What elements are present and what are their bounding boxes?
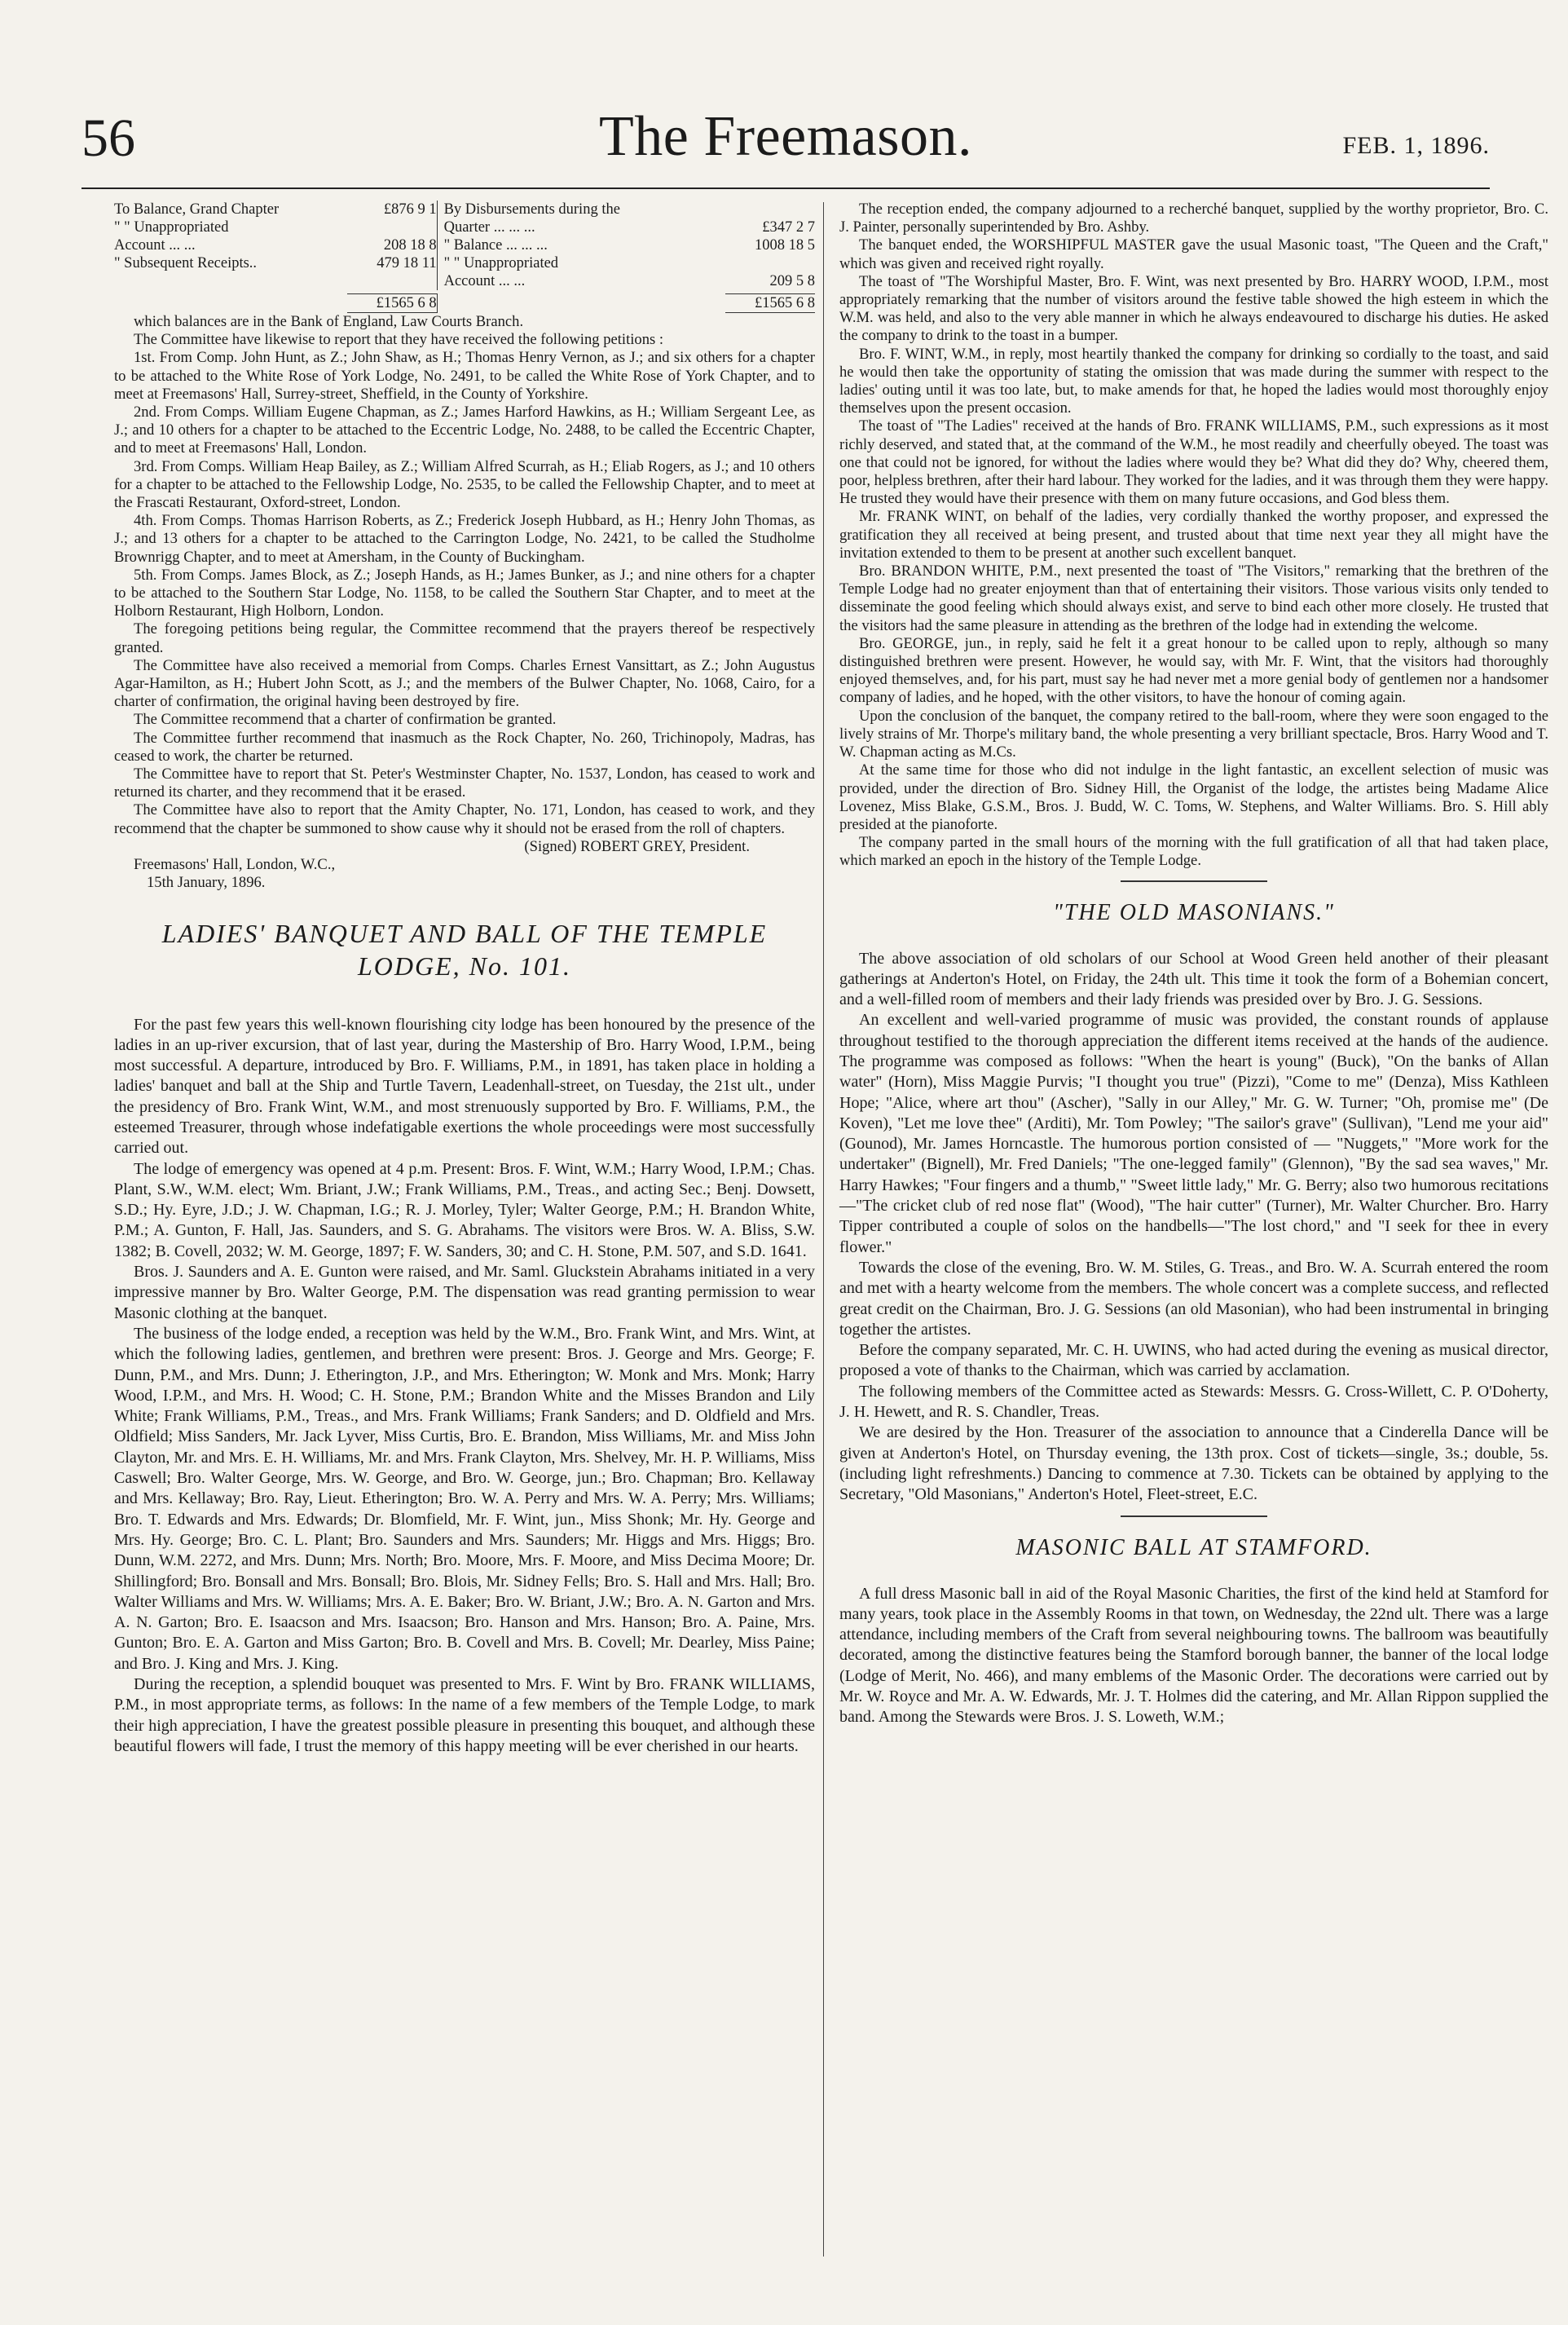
- finance-row: [114, 254, 815, 272]
- article-paragraph: Upon the conclusion of the banquet, the company retired to the ball-room, where they were soon engaged to the lively strains of Mr. Thorpe's military band, the whole presenting a very brilliant spectacle, Bros. Harry Wood and T. W. Chapman acting as M.Cs.: [839, 707, 1548, 761]
- article-paragraph: The following members of the Committee acted as Stewards: Messrs. G. Cross-Willett, C. P. O'Doherty, J. H. Hewett, and R. S. Chandler, Treas.: [839, 1382, 1548, 1422]
- article-paragraph: The reception ended, the company adjourned to a recherché banquet, supplied by the worthy proprietor, Bro. C. J. Painter, personally superintended by Bro. Ashby.: [839, 201, 1548, 236]
- finance-right: [437, 272, 815, 290]
- report-signature: (Signed) ROBERT GREY, President.: [524, 837, 750, 855]
- report-paragraph: 5th. From Comps. James Block, as Z.; Joseph Hands, as H.; James Bunker, as J.; and nine others for a chapter to be attached to the Southern Star Lodge, No. 1158, to be called the Southern Star Chapter, and to meet at the Holborn Restaurant, High Holborn, London.: [114, 566, 815, 620]
- page-header: [81, 104, 1490, 178]
- finance-right: [437, 293, 815, 313]
- finance-row: [114, 218, 815, 236]
- finance-right-label: Account ... ...: [443, 273, 526, 289]
- finance-right-amount: [725, 201, 815, 218]
- article-heading-temple-lodge: LADIES' BANQUET AND BALL OF THE TEMPLE LODGE, No. 101.: [161, 918, 768, 981]
- finance-right: [437, 218, 815, 236]
- article-paragraph: Bro. GEORGE, jun., in reply, said he felt it a great honour to be called upon to reply, although so many distinguished brethren were present. However, he would say, with Mr. F. Wint, that the visitors had thoroughly enjoyed themselves, and, for his part, must say he had never met a more genial body of gentlemen nor a handsomer company of ladies, and he hoped, with the other visitors, to have the honour of coming again.: [839, 634, 1548, 707]
- article-paragraph: Bro. BRANDON WHITE, P.M., next presented the toast of "The Visitors," remarking that the brethren of the Temple Lodge had no greater enjoyment than that of entertaining their visitors. Those various visits only tended to disseminate the good feeling which should always exist, and serve to bind each other more closely. He trusted that the visitors had the same pleasure in attending as the brethren of the lodge had in extending the welcome.: [839, 562, 1548, 634]
- finance-right-amount: £347 2 7: [762, 219, 815, 236]
- report-paragraph: The Committee have also to report that the Amity Chapter, No. 171, London, has ceased to work, and they recommend that the chapter be summoned to show cause why it should not be erased from the roll of chapters.: [114, 801, 815, 837]
- article-paragraph: Bro. F. WINT, W.M., in reply, most heartily thanked the company for drinking so cordially to the toast, and said he would then take the opportunity of stating the omission that was made during the summer with respect to the ladies' outing until it was too late, but, to make amends for that, he hoped the ladies would most thoroughly enjoy themselves upon the present occasion.: [839, 345, 1548, 417]
- header-rule: [81, 188, 1490, 189]
- issue-date: FEB. 1, 1896.: [1342, 132, 1490, 159]
- stamford-article: [839, 1584, 1548, 1728]
- finance-row: [114, 236, 815, 254]
- finance-right-label: [444, 293, 725, 313]
- finance-left: [114, 254, 437, 272]
- section-rule: [1121, 880, 1267, 882]
- finance-left-amount: £876 9 1: [383, 201, 437, 218]
- page-number: 56: [81, 108, 135, 168]
- old-masonians-article: [839, 949, 1548, 1506]
- left-column: [114, 201, 815, 1757]
- finance-right-label: Quarter ... ... ...: [443, 219, 535, 236]
- finance-right-label: By Disbursements during the: [443, 201, 620, 218]
- finance-right-amount: [725, 254, 815, 272]
- finance-left-amount: [347, 218, 437, 236]
- article-paragraph: An excellent and well-varied programme of music was provided, the constant rounds of applause throughout testified to the thorough appreciation the different items received at the hands of the audience. The programme was composed as follows: "When the heart is young" (Buck), "On the banks of Allan water" (Horn), Miss Maggie Purvis; "I thought you true" (Pizzi), "Come to me" (Denza), Miss Kathleen Hope; "Alice, where art thou" (Ascher), "Sally in our Alley," Mr. G. W. Turner; "Oh, promise me" (De Koven), "Let me love thee" (Arditi), Mr. Tom Powley; "The sailor's grave" (Sullivan), "Lend me your aid" (Gounod), Mr. James Horncastle. The humorous portion consisted of — "Nuggets," "More work for the undertaker" (Bignell), Mr. Fred Daniels; "The one-legged family" (Glennon), "By the sad sea waves," Mr. Harry Hawkes; "Four fingers and a thumb," "Sweet little lady," Mr. G. Berry; also two humorous recitations—"The cricket club of red nose flat" (Wood), "The hair cutter" (Turner), Mr. Walter Churcher. Bro. Harry Tipper contributed a couple of solos on the handbells—"The lost chord," and "I seek for thee in every flower.": [839, 1011, 1548, 1256]
- report-paragraph: The Committee further recommend that inasmuch as the Rock Chapter, No. 260, Trichinopoly, Madras, has ceased to work, the charter be returned.: [114, 729, 815, 765]
- finance-right: [437, 236, 815, 254]
- temple-lodge-article: [114, 1015, 815, 1758]
- report-paragraph: The Committee have to report that St. Peter's Westminster Chapter, No. 1537, London, has ceased to work and returned its charter, and they recommend that it be erased.: [114, 765, 815, 801]
- article-paragraph: Mr. FRANK WINT, on behalf of the ladies, very cordially thanked the worthy proposer, and expressed the gratification they all received at being present, and trusted about that time next year they all might have the invitation extended to them to be present at another such excellent banquet.: [839, 508, 1548, 562]
- finance-statement: [114, 201, 815, 313]
- masthead-title: The Freemason.: [599, 105, 972, 168]
- finance-total-row: [114, 293, 815, 313]
- finance-right: [437, 254, 815, 272]
- finance-row: [114, 201, 815, 218]
- article-paragraph: The toast of "The Worshipful Master, Bro. F. Wint, was next presented by Bro. HARRY WOOD, I.P.M., most appropriately remarking that the number of visitors around the festive table showed the high esteem in which the W.M. was held, and also to the very able manner in which he always endeavoured to discharge his duties. He asked the company to drink to the toast in a bumper.: [839, 272, 1548, 345]
- banquet-article-continued: [839, 201, 1548, 871]
- finance-right-amount: 1008 18 5: [755, 237, 815, 254]
- report-paragraph: The Committee have likewise to report that they have received the following petitions :: [134, 331, 664, 349]
- column-divider: [823, 202, 824, 2257]
- section-rule: [1121, 1515, 1267, 1517]
- finance-left: [114, 218, 437, 236]
- right-column: [839, 201, 1548, 1728]
- article-paragraph: The business of the lodge ended, a reception was held by the W.M., Bro. Frank Wint, and Mrs. Wint, at which the following ladies, gentlemen, and brethren were present: Bros. J. George and Mrs. George; F. Dunn, P.M., and Mrs. Dunn; J. Etherington, J.P., and Mrs. Etherington; W. Monk and Mrs. Monk; Harry Wood, I.P.M., and Mrs. H. Wood; C. H. Stone, P.M.; Brandon White and the Misses Brandon and Lily White; Frank Williams, P.M., Treas., and Mrs. Frank Williams; Frank Sanders; and D. Oldfield and Mrs. Oldfield; Miss Sanders, Mr. Jack Lyver, Miss Curtis, Bro. E. Brandon, Miss Williams, Mr. and Miss John Clayton, Mr. and Mrs. E. H. Williams, Mr. and Mrs. Frank Clayton, Mrs. Shelvey, Mr. H. P. Williams, Miss Caswell; Bro. Walter George, Mrs. W. George, and Bro. W. George, jun.; Bro. Chapman; Bro. Kellaway and Mrs. Kellaway; Bro. Ray, Lieut. Etherington; Bro. W. A. Perry and Mrs. W. A. Perry; Mrs. Williams; Bro. T. Edwards and Mrs. Edwards; Dr. Blomfield, Mr. F. Wint, jun., Miss Shonk; Mr. Hy. George and Mrs. Hy. George; Bro. C. L. Plant; Bro. Saunders and Mrs. Saunders; Mr. Higgs and Mrs. Higgs; Bro. Dunn, W.M. 2272, and Mrs. Dunn; Mrs. North; Bro. Moore, Mrs. F. Moore, and Miss Decima Moore; Dr. Shillingford; Bro. Bonsall and Mrs. Bonsall; Bro. Blois, Mr. Sidney Fells; Bro. S. Hall and Mrs. Hall; Bro. Walter Williams and Mrs. W. Williams; Mrs. A. E. Baker; Bro. W. Briant, J.W.; Bro. A. N. Garton and Mrs. A. N. Garton; Bro. E. Isaacson and Mrs. Isaacson; Bro. Hanson and Mrs. Hanson; Bro. A. Paine, Mrs. Gunton; Bro. E. A. Garton and Miss Garton; Bro. B. Covell and Mrs. B. Covell; Mr. Dearley, Miss Paine; and Bro. J. King and Mrs. J. King.: [114, 1324, 815, 1673]
- finance-left-label: To Balance, Grand Chapter: [114, 201, 280, 218]
- finance-right: [437, 201, 815, 218]
- report-paragraph: 1st. From Comp. John Hunt, as Z.; John Shaw, as H.; Thomas Henry Vernon, as J.; and six others for a chapter to be attached to the White Rose of York Lodge, No. 2491, to be called the White Rose of York Chapter, and to meet at Freemasons' Hall, Surrey-street, Sheffield, in the County of Yorkshire.: [114, 349, 815, 403]
- finance-right-label: " Balance ... ... ...: [443, 237, 548, 254]
- article-paragraph: We are desired by the Hon. Treasurer of the association to announce that a Cinderella Dance will be given at Anderton's Hotel, on Thursday evening, the 13th prox. Cost of tickets—single, 3s.; double, 5s. (including light refreshments.) Dancing to commence at 7.30. Tickets can be obtained by applying to the Secretary, "Old Masonians," Anderton's Hotel, Fleet-street, E.C.: [839, 1423, 1548, 1504]
- article-paragraph: The above association of old scholars of our School at Wood Green held another of their pleasant gatherings at Anderton's Hotel, on Friday, the 24th ult. This time it took the form of a Bohemian concert, and a well-filled room of members and their lady friends was presided over by Bro. J. G. Sessions.: [839, 949, 1548, 1009]
- report-paragraph: 3rd. From Comps. William Heap Bailey, as Z.; William Alfred Scurrah, as H.; Eliab Rogers, as J.; and 10 others for a chapter to be attached to the Fellowship Lodge, No. 2535, to be called the Fellowship Chapter, and to meet at the Frascati Restaurant, Oxford-street, London.: [114, 457, 815, 512]
- article-paragraph: The company parted in the small hours of the morning with the full gratification of all that had taken place, which marked an epoch in the history of the Temple Lodge.: [839, 834, 1548, 870]
- finance-left-amount: 208 18 8: [383, 237, 437, 254]
- report-paragraph: 2nd. From Comps. William Eugene Chapman, as Z.; James Harford Hawkins, as H.; William Sergeant Lee, as J.; and 10 others for a chapter to be attached to the Eccentric Lodge, No. 2488, to be called the Eccentric Chapter, and to meet at Freemasons' Hall, London.: [114, 404, 815, 457]
- article-paragraph: The toast of "The Ladies" received at the hands of Bro. FRANK WILLIAMS, P.M., such expressions as it most richly deserved, and stated that, at the command of the W.M., he most readily and cheerfully obeyed. The toast was one that could not be ignored, for without the ladies where would they be? What did they do? Why, cheered them, poor, helpless brethren, after their hard labour. They worked for the ladies, and it was through them they were happy. He trusted they would have their presence with them on many future occasions, and God bless them.: [839, 417, 1548, 508]
- committee-report: [114, 313, 815, 838]
- report-paragraph: The Committee have also received a memorial from Comps. Charles Ernest Vansittart, as Z.; John Augustus Agar-Hamilton, as H.; Hubert John Scott, as J.; and the members of the Bulwer Chapter, No. 1068, Cairo, for a charter of confirmation, the original having been destroyed by fire.: [114, 656, 815, 711]
- article-paragraph: For the past few years this well-known flourishing city lodge has been honoured by the presence of the ladies in an up-river excursion, that of last year, during the Mastership of Bro. Harry Wood, I.P.M., being most successful. A departure, introduced by Bro. F. Williams, P.M., in 1891, has taken place in holding a ladies' banquet and ball at the Ship and Turtle Tavern, Leadenhall-street, on Tuesday, the 21st ult., under the presidency of Bro. Frank Wint, W.M., and most strenuously supported by Bro. F. Williams, P.M., the esteemed Treasurer, through whose indefatigable exertions the whole proceedings were most successfully carried out.: [114, 1015, 815, 1158]
- finance-left-amount: 479 18 11: [377, 255, 437, 271]
- article-paragraph: Towards the close of the evening, Bro. W. M. Stiles, G. Treas., and Bro. W. A. Scurrah entered the room and met with a hearty welcome from the members. The whole concert was a complete success, and reflected great credit on the Chairman, Bro. J. G. Sessions (an old Masonian), who had been instrumental in bringing together the artistes.: [839, 1258, 1548, 1339]
- finance-total-left: £1565 6 8: [347, 293, 437, 313]
- finance-left-label: Account ... ...: [114, 237, 196, 254]
- signoff-place: Freemasons' Hall, London, W.C.,: [134, 856, 336, 874]
- report-paragraph: 4th. From Comps. Thomas Harrison Roberts, as Z.; Frederick Joseph Hubbard, as H.; Henry John Thomas, as J.; and 13 others for a chapter to be attached to the Carrington Lodge, No. 2421, to be called the Studholme Brownrigg Chapter, and to meet at Amersham, in the County of Buckingham.: [114, 512, 815, 566]
- finance-left-label: " Subsequent Receipts..: [114, 255, 258, 271]
- article-paragraph: The banquet ended, the WORSHIPFUL MASTER gave the usual Masonic toast, "The Queen and the Craft," which was given and received right royally.: [839, 236, 1548, 272]
- finance-left: [114, 236, 437, 254]
- article-paragraph: At the same time for those who did not indulge in the light fantastic, an excellent selection of music was provided, under the direction of Bro. Sidney Hill, the Organist of the lodge, the artistes being Madame Alice Lovenez, Miss Blake, G.S.M., Bros. J. Budd, W. C. Toms, W. Stephens, and Walter Williams. Bro. S. Hill ably presided at the pianoforte.: [839, 761, 1548, 833]
- finance-left-label: [114, 293, 347, 313]
- finance-row: [114, 272, 815, 290]
- report-paragraph: The foregoing petitions being regular, the Committee recommend that the prayers thereof be respectively granted.: [114, 620, 815, 656]
- article-paragraph: Bros. J. Saunders and A. E. Gunton were raised, and Mr. Saml. Gluckstein Abrahams initiated in a very impressive manner by Bro. Walter George, P.M. The dispensation was read granting permission to wear Masonic clothing at the banquet.: [114, 1263, 815, 1322]
- report-paragraph: The Committee recommend that a charter of confirmation be granted.: [134, 711, 557, 729]
- finance-left: [114, 293, 437, 313]
- finance-left: [114, 201, 437, 218]
- article-heading-stamford: MASONIC BALL AT STAMFORD.: [1015, 1534, 1372, 1560]
- article-paragraph: A full dress Masonic ball in aid of the Royal Masonic Charities, the first of the kind held at Stamford for many years, took place in the Assembly Rooms in that town, on Wednesday, the 22nd ult. There was a large attendance, including members of the Craft from several neighbouring towns. The ballroom was beautifully decorated, among the distinctive features being the Stamford borough banner, the banner of the local lodge (Lodge of Merit, No. 466), and many emblems of the Masonic Order. The decorations were carried out by Mr. W. Royce and Mr. A. W. Edwards, Mr. J. T. Holmes did the catering, and Mr. Allan Rippon supplied the band. Among the Stewards were Bros. J. S. Loweth, W.M.;: [839, 1584, 1548, 1727]
- finance-right-label: " " Unappropriated: [443, 255, 559, 271]
- article-heading-old-masonians: "THE OLD MASONIANS.": [1053, 899, 1335, 925]
- finance-total-right: £1565 6 8: [725, 293, 815, 313]
- finance-left-label: " " Unappropriated: [114, 219, 229, 236]
- report-paragraph: which balances are in the Bank of England, Law Courts Branch.: [134, 313, 524, 330]
- article-paragraph: Before the company separated, Mr. C. H. UWINS, who had acted during the evening as musical director, proposed a vote of thanks to the Chairman, which was carried by acclamation.: [839, 1341, 1548, 1380]
- article-paragraph: During the reception, a splendid bouquet was presented to Mrs. F. Wint by Bro. FRANK WILLIAMS, P.M., in most appropriate terms, as follows: In the name of a few members of the Temple Lodge, to mark their high appreciation, I have the greatest possible pleasure in presenting this bouquet, and although these beautiful flowers will fade, I trust the memory of this happy meeting will be ever cherished in our hearts.: [114, 1675, 815, 1755]
- finance-right-amount: 209 5 8: [769, 273, 815, 289]
- signoff-date: 15th January, 1896.: [147, 874, 266, 892]
- article-paragraph: The lodge of emergency was opened at 4 p.m. Present: Bros. F. Wint, W.M.; Harry Wood, I.P.M.; Chas. Plant, S.W., W.M. elect; Wm. Briant, J.W.; Frank Williams, P.M., Treas., and acting Sec.; Benj. Dowsett, S.D.; Hy. Eyre, J.D.; J. W. Chapman, I.G.; R. J. Morley, Tyler; Walter George, P.M.; H. Brandon White, P.M.; A. Gunton, F. Hall, Jas. Saunders, and S. G. Abrahams. The visitors were Bros. W. A. Bliss, S.W. 1382; B. Covell, 2032; W. M. George, 1897; F. W. Sanders, 30; and C. H. Stone, P.M. 507, and S.D. 1641.: [114, 1159, 815, 1260]
